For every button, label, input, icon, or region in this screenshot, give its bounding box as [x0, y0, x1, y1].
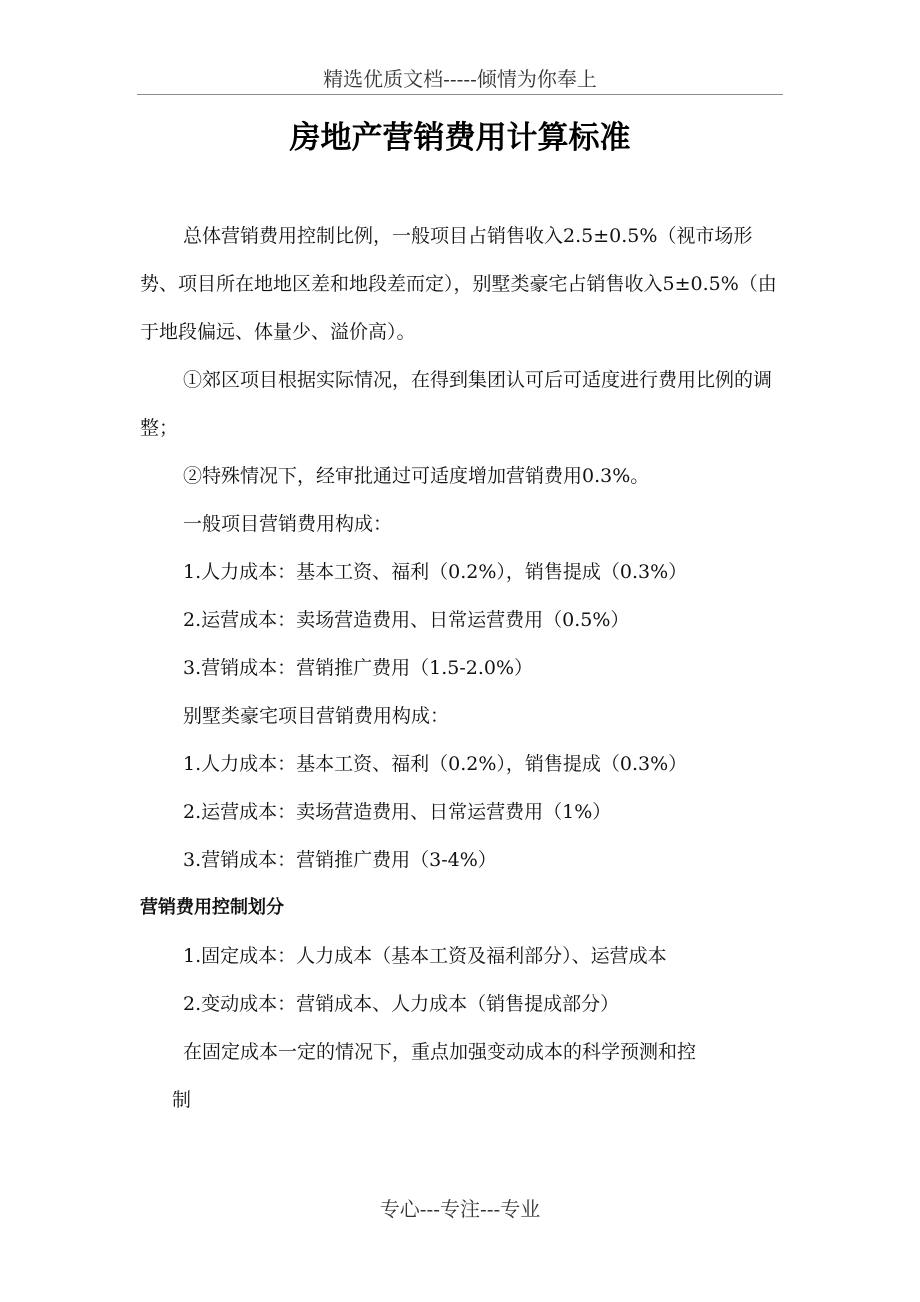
- villa-cost-item: 1.人力成本：基本工资、福利（0.2%），销售提成（0.3%）: [183, 753, 688, 775]
- general-cost-item: 3.营销成本：营销推广费用（1.5-2.0%）: [183, 657, 534, 679]
- villa-cost-item: 2.运营成本：卖场营造费用、日常运营费用（1%）: [183, 801, 612, 823]
- control-item: 1.固定成本：人力成本（基本工资及福利部分）、运营成本: [183, 945, 667, 967]
- closing-paragraph: 在固定成本一定的情况下，重点加强变动成本的科学预测和控: [183, 1041, 697, 1063]
- document-body: [140, 212, 785, 1124]
- general-cost-item: 2.运营成本：卖场营造费用、日常运营费用（0.5%）: [183, 609, 630, 631]
- header-divider: [137, 94, 783, 95]
- general-cost-heading: 一般项目营销费用构成：: [183, 513, 393, 535]
- villa-cost-heading: 别墅类豪宅项目营销费用构成：: [183, 705, 450, 727]
- control-section-heading: 营销费用控制划分: [140, 897, 284, 918]
- note-special: ②特殊情况下，经审批通过可适度增加营销费用0.3%。: [183, 465, 650, 487]
- control-item: 2.变动成本：营销成本、人力成本（销售提成部分）: [183, 993, 620, 1015]
- intro-paragraph: 总体营销费用控制比例，一般项目占销售收入2.5±0.5%（视市场形势、项目所在地地区差和地段差而定），别墅类豪宅占销售收入5±0.5%（由于地段偏远、体量少、溢价高）。: [140, 225, 777, 343]
- page-header: 精选优质文档-----倾情为你奉上: [323, 67, 597, 91]
- note-suburban: ①郊区项目根据实际情况，在得到集团认可后可适度进行费用比例的调整；: [140, 369, 773, 439]
- document-title: 房地产营销费用计算标准: [289, 120, 631, 156]
- closing-paragraph-end: 制: [172, 1089, 192, 1111]
- page-footer: 专心---专注---专业: [379, 1197, 541, 1221]
- villa-cost-item: 3.营销成本：营销推广费用（3-4%）: [183, 849, 497, 871]
- general-cost-item: 1.人力成本：基本工资、福利（0.2%），销售提成（0.3%）: [183, 561, 688, 583]
